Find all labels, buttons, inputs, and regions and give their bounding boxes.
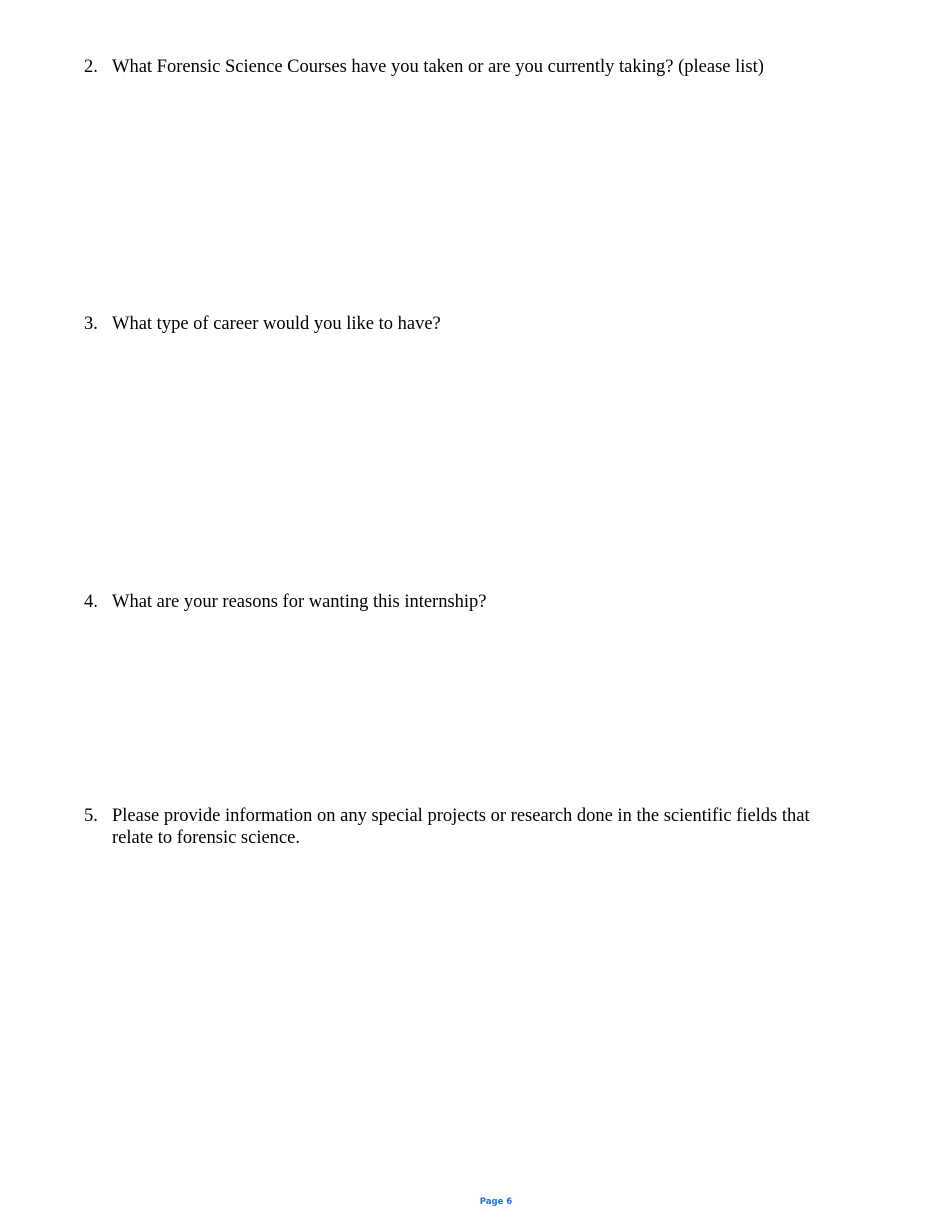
question-text: What type of career would you like to have? <box>112 314 441 334</box>
question-2 <box>84 56 844 78</box>
question-number: 4. <box>84 592 98 612</box>
question-number: 2. <box>84 57 98 77</box>
question-number: 5. <box>84 806 98 826</box>
page-number: Page 6 <box>479 1197 513 1207</box>
question-text: Please provide information on any special projects or research done in the scientific fields that relate to forensic science. <box>112 806 810 848</box>
question-number: 3. <box>84 314 98 334</box>
question-4 <box>84 591 844 613</box>
question-text: What Forensic Science Courses have you taken or are you currently taking? (please list) <box>112 57 764 77</box>
question-5 <box>84 805 844 849</box>
question-3 <box>84 313 844 335</box>
question-text: What are your reasons for wanting this internship? <box>112 592 487 612</box>
